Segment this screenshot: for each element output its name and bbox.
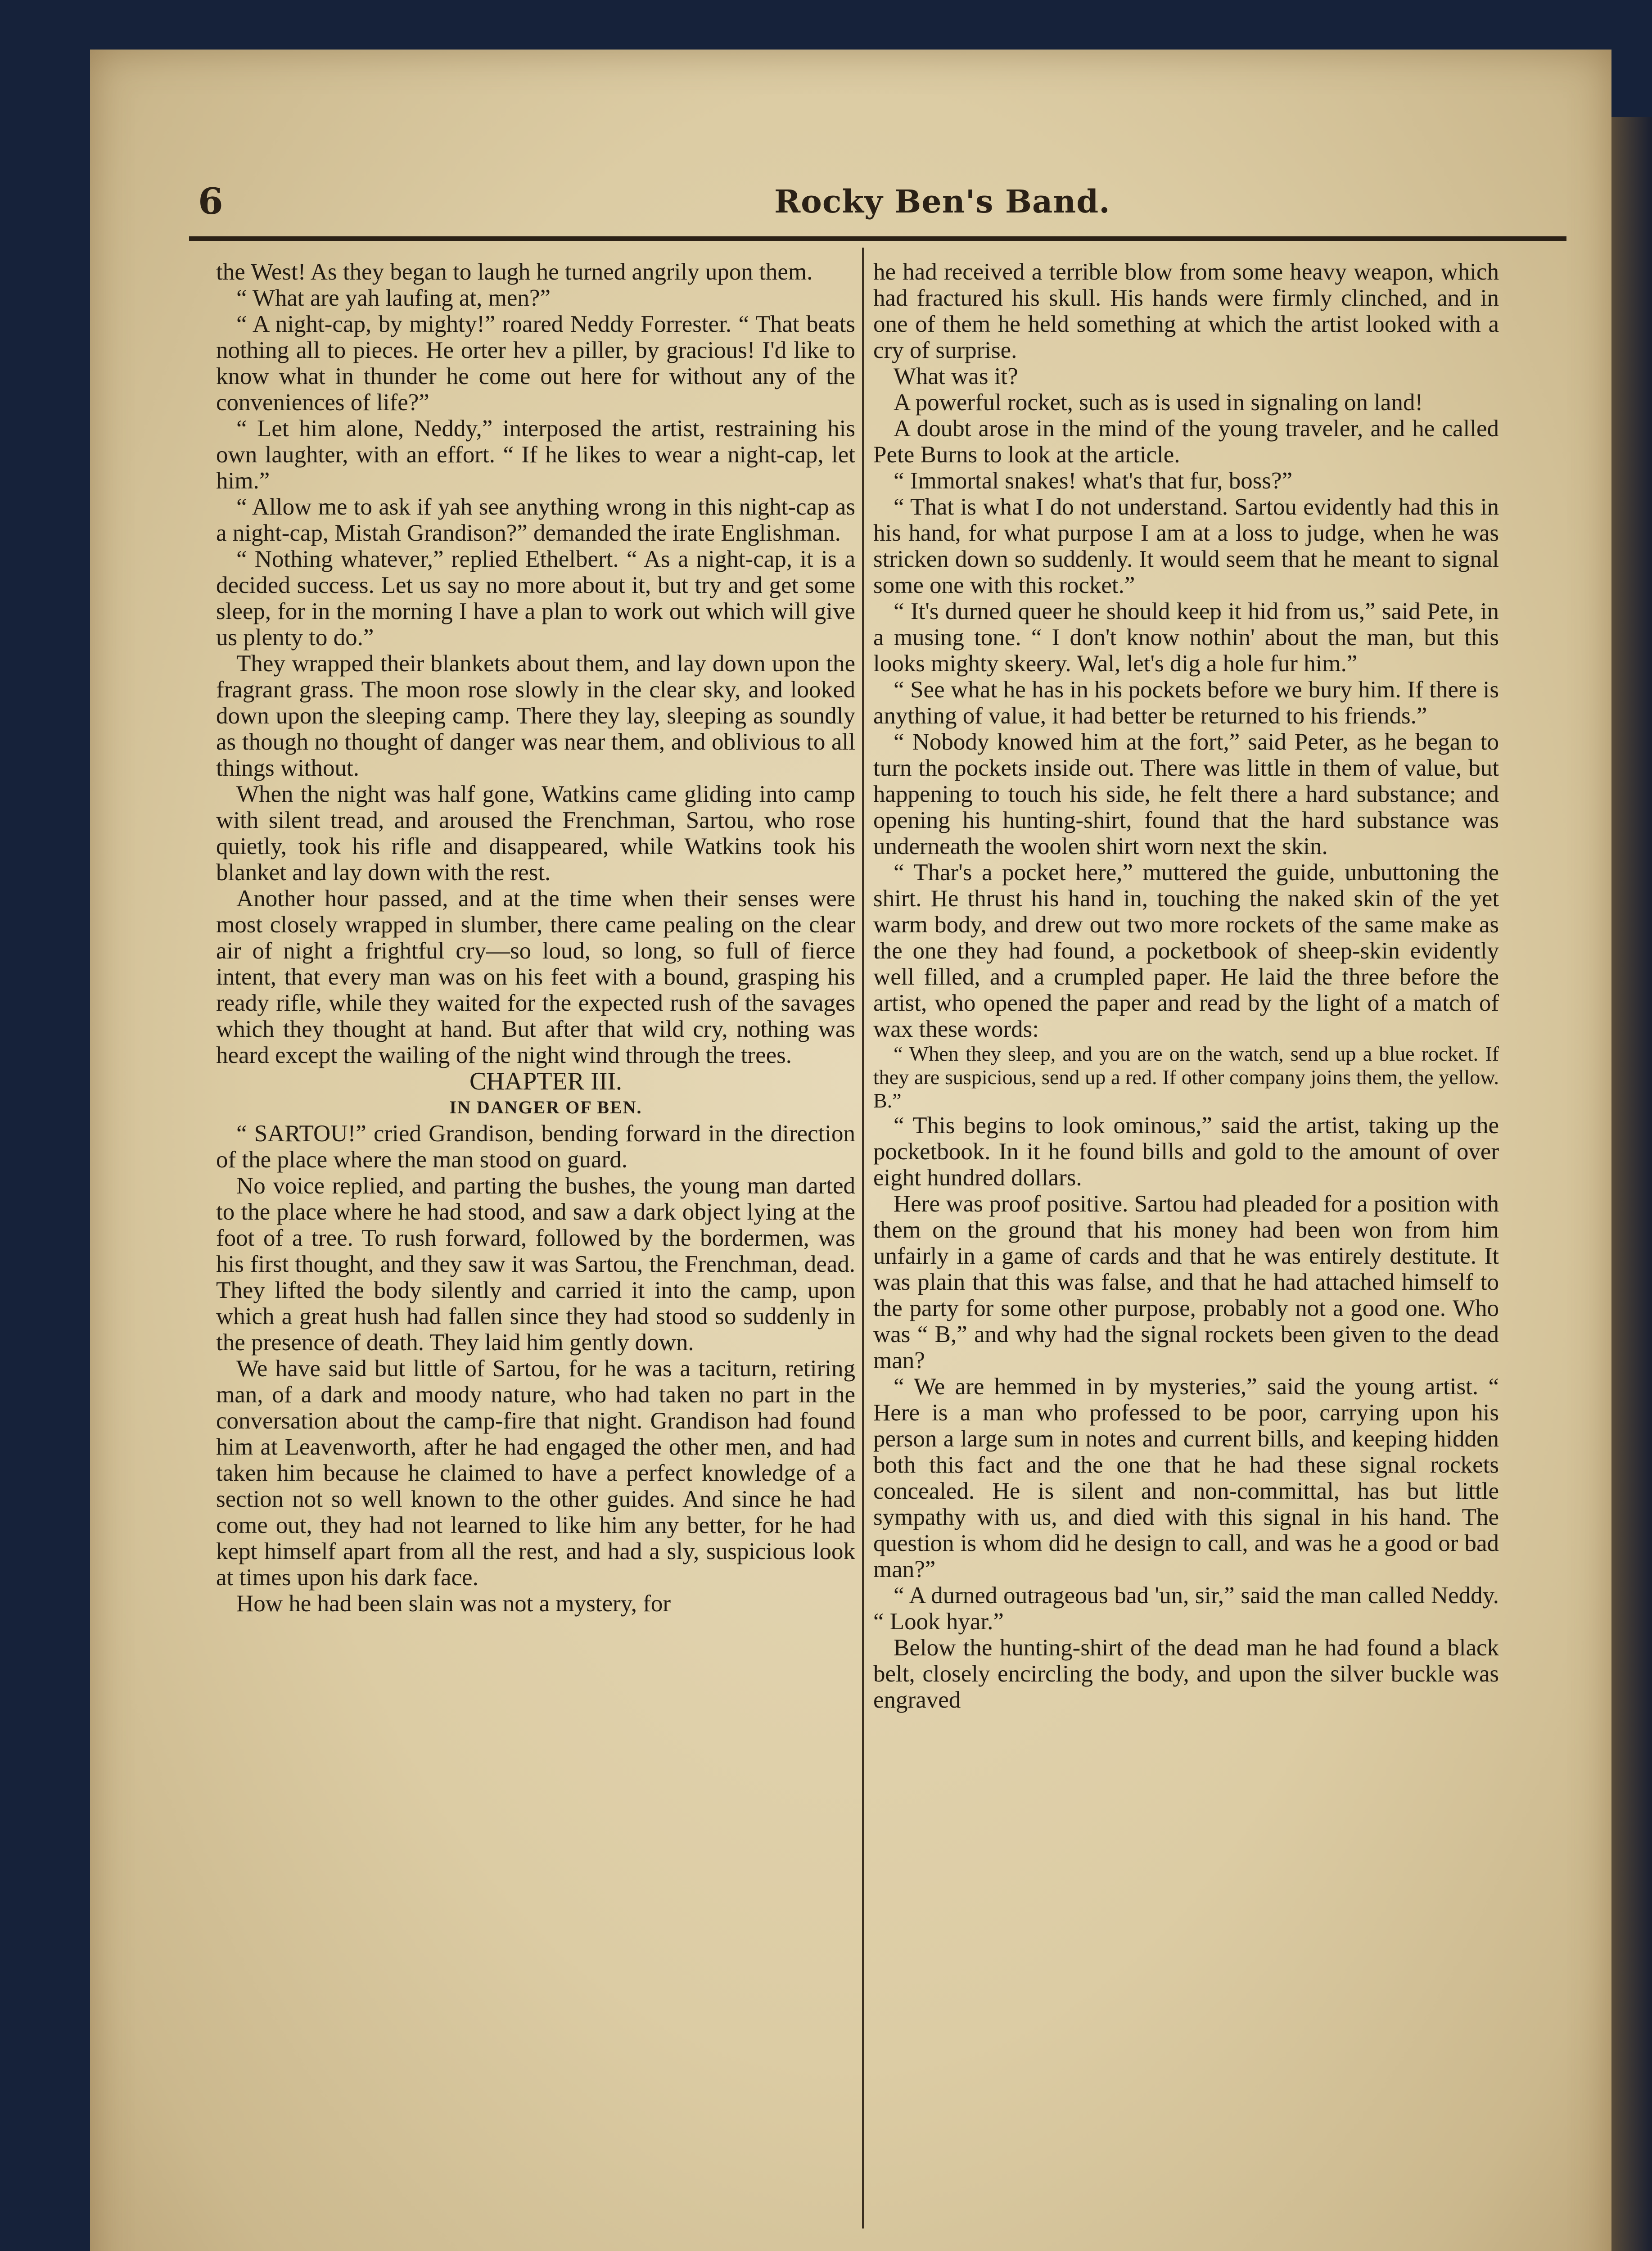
chapter-title: CHAPTER III. — [469, 1067, 623, 1095]
paragraph: the West! As they began to laugh he turned angrily upon them. — [216, 259, 813, 285]
paragraph: “ A night-cap, by mighty!” roared Neddy Forrester. “ That beats nothing all to pieces. He orter hev a piller, by gracious! I'd like to know what in thunder he come out here for without any of the conveniences of life?” — [216, 311, 855, 416]
paragraph: “ Let him alone, Neddy,” interposed the artist, restraining his own laughter, with an effort. “ If he likes to wear a night-cap, let him.” — [216, 416, 855, 494]
running-title: Rocky Ben's Band. — [774, 183, 1110, 220]
paragraph: They wrapped their blankets about them, and lay down upon the fragrant grass. The moon rose slowly in the clear sky, and looked down upon the sleeping camp. There they lay, sleeping as soundly as though no thought of danger was near them, and oblivious to all things without. — [216, 651, 855, 781]
paragraph: “ We are hemmed in by mysteries,” said the young artist. “ Here is a man who professed to be poor, carrying upon his person a large sum in notes and current bills, and keeping hidden both this fact and the one that he had these signal rockets concealed. He is silent and non-committal, has but little sympathy with us, and died with this signal in his hand. The question is whom did he design to call, and was he a good or bad man?” — [873, 1374, 1499, 1582]
paragraph: “ This begins to look ominous,” said the artist, taking up the pocketbook. In it he found bills and gold to the amount of over eight hundred dollars. — [873, 1112, 1499, 1191]
paragraph: “ It's durned queer he should keep it hid from us,” said Pete, in a musing tone. “ I don't know nothin' about the man, but this looks mighty skeery. Wal, let's dig a hole fur him.” — [873, 598, 1499, 677]
page-header — [198, 180, 1544, 239]
paragraph: Another hour passed, and at the time when their senses were most closely wrapped in slumber, there came pealing on the clear air of night a frightful cry—so loud, so long, so full of fierce intent, that every man was on his feet with a bound, grasping his ready rifle, while they waited for the expected rush of the savages which they thought at hand. But after that wild cry, nothing was heard except the wailing of the night wind through the trees. — [216, 886, 855, 1068]
paragraph: “ Immortal snakes! what's that fur, boss?” — [894, 468, 1293, 494]
paragraph: “ Nobody knowed him at the fort,” said Peter, as he began to turn the pockets inside out. There was little in them of value, but happening to touch his side, he felt there a hard substance; and opening his hunting-shirt, found that the hard substance was underneath the woolen shirt worn next the skin. — [873, 729, 1499, 859]
paragraph: “ Thar's a pocket here,” muttered the guide, unbuttoning the shirt. He thrust his hand in, touching the naked skin of the yet warm body, and drew out two more rockets of the same make as the one they had found, a pocketbook of sheep-skin evidently well filled, and a crumpled paper. He laid the three before the artist, who opened the paper and read by the light of a match of wax these words: — [873, 859, 1499, 1042]
column-divider — [862, 248, 864, 2228]
chapter-subtitle: IN DANGER OF BEN. — [449, 1097, 642, 1117]
page-number: 6 — [198, 180, 223, 222]
paragraph: How he had been slain was not a mystery, for — [236, 1591, 671, 1617]
paragraph: When the night was half gone, Watkins came gliding into camp with silent tread, and aroused the Frenchman, Sartou, who rose quietly, took his rifle and disappeared, while Watkins took his blanket and lay down with the rest. — [216, 781, 855, 886]
header-rule — [189, 236, 1566, 241]
paragraph: “ Allow me to ask if yah see anything wrong in this night-cap as a night-cap, Mistah Grandison?” demanded the irate Englishman. — [216, 494, 855, 546]
quoted-letter: “ When they sleep, and you are on the watch, send up a blue rocket. If they are suspicious, send up a red. If other company joins them, the yellow. B.” — [873, 1042, 1499, 1112]
paragraph: What was it? — [894, 363, 1018, 389]
book-page — [90, 50, 1611, 2251]
paragraph: “ A durned outrageous bad 'un, sir,” said the man called Neddy. “ Look hyar.” — [873, 1582, 1499, 1635]
paragraph: “ Nothing whatever,” replied Ethelbert. “ As a night-cap, it is a decided success. Let us say no more about it, but try and get some sleep, for in the morning I have a plan to work out which will give us plenty to do.” — [216, 546, 855, 651]
paragraph: “ See what he has in his pockets before we bury him. If there is anything of value, it had better be returned to his friends.” — [873, 677, 1499, 729]
paragraph: A doubt arose in the mind of the young traveler, and he called Pete Burns to look at the article. — [873, 416, 1499, 468]
paragraph: “ SARTOU!” cried Grandison, bending forward in the direction of the place where the man stood on guard. — [216, 1121, 855, 1173]
paragraph: Here was proof positive. Sartou had pleaded for a position with them on the ground that his money had been won from him unfairly in a game of cards and that he was entirely destitute. It was plain that this was false, and that he had attached himself to the party for some other purpose, probably not a good one. Who was “ B,” and why had the signal rockets been given to the dead man? — [873, 1191, 1499, 1374]
paragraph: We have said but little of Sartou, for he was a taciturn, retiring man, of a dark and moody nature, who had taken no part in the conversation about the camp-fire that night. Grandison had found him at Leavenworth, after he had engaged the other men, and had taken him because he claimed to have a perfect knowledge of a section not so well known to the other guides. And since he had come out, they had not learned to like him any better, for he had kept himself apart from all the rest, and had a sly, suspicious look at times upon his dark face. — [216, 1356, 855, 1591]
right-column — [873, 259, 1499, 1713]
paragraph: No voice replied, and parting the bushes, the young man darted to the place where he had stood, and saw a dark object lying at the foot of a tree. To rush forward, followed by the bordermen, was his first thought, and they saw it was Sartou, the Frenchman, dead. They lifted the body silently and carried it into the camp, upon which a great hush had fallen since they had stood so suddenly in the presence of death. They laid him gently down. — [216, 1173, 855, 1356]
paragraph: A powerful rocket, such as is used in signaling on land! — [894, 389, 1423, 416]
paragraph: “ That is what I do not understand. Sartou evidently had this in his hand, for what purpose I am at a loss to judge, when he was stricken down so suddenly. It would seem that he meant to signal some one with this rocket.” — [873, 494, 1499, 598]
left-column — [216, 259, 855, 1617]
paragraph: Below the hunting-shirt of the dead man he had found a black belt, closely encircling the body, and upon the silver buckle was engraved — [873, 1635, 1499, 1713]
paragraph: “ What are yah laufing at, men?” — [236, 285, 551, 311]
paragraph: he had received a terrible blow from some heavy weapon, which had fractured his skull. His hands were firmly clinched, and in one of them he held something at which the artist looked with a cry of surprise. — [873, 259, 1499, 363]
